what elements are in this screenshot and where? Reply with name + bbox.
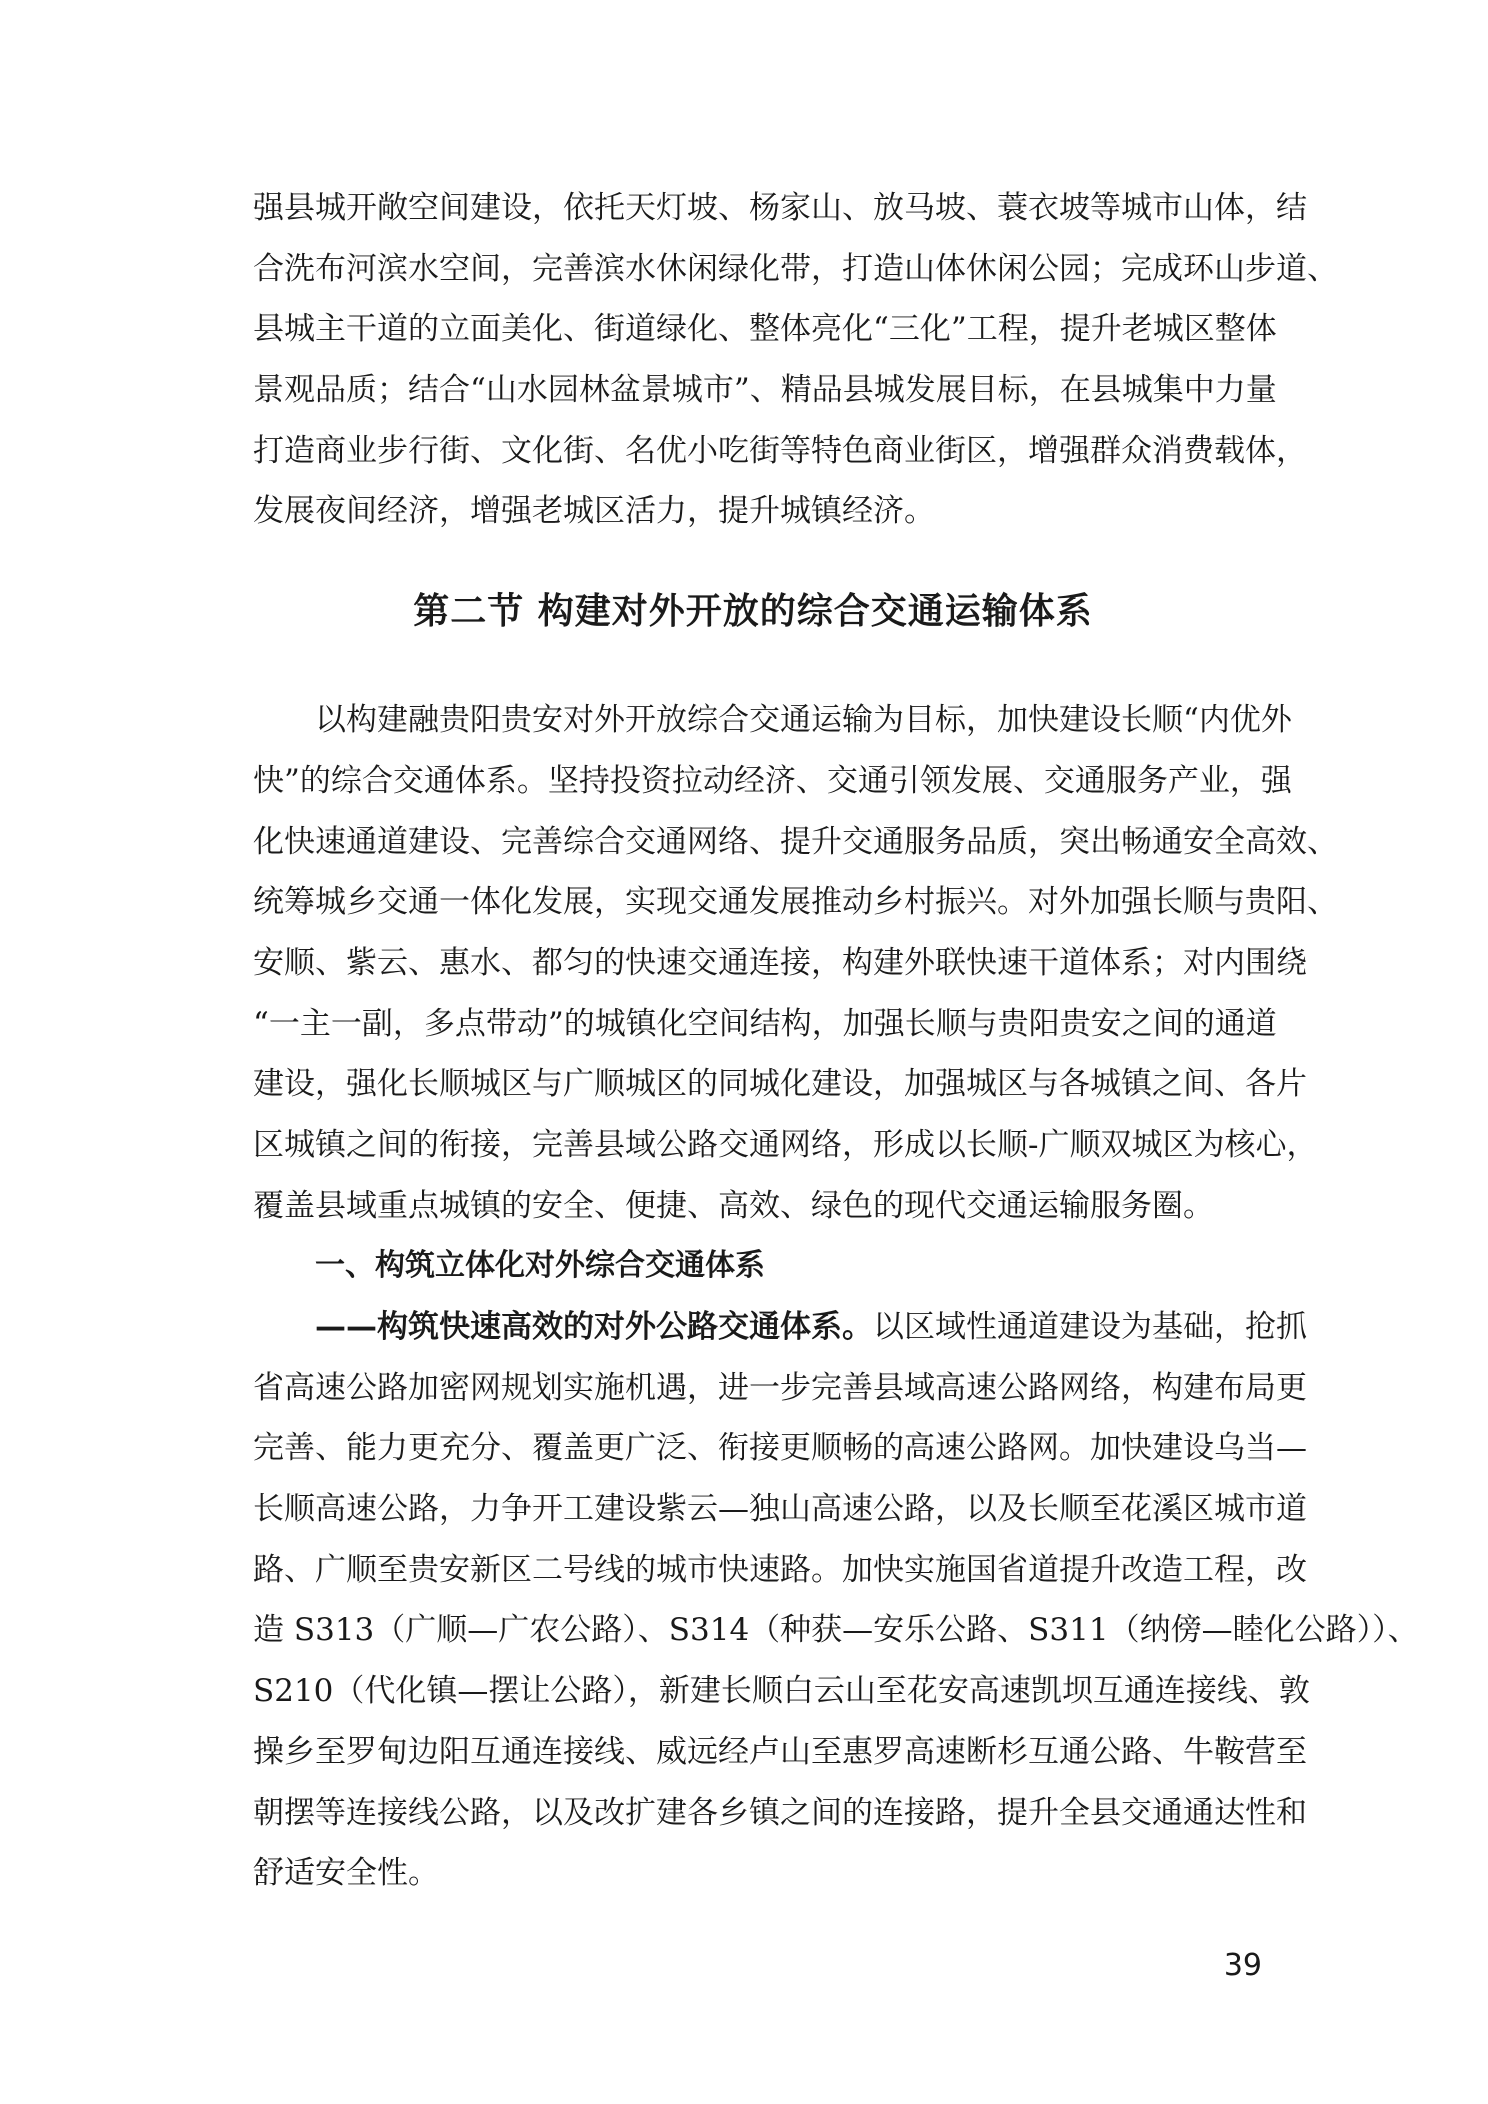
paragraph-urban-space [253, 178, 1338, 542]
text-line: 发展夜间经济，增强老城区活力，提升城镇经济。 [253, 493, 935, 530]
text-line: 景观品质；结合“山水园林盆景城市”、精品县城发展目标，在县城集中力量 [253, 372, 1277, 409]
paragraph-transport-goal [253, 690, 1338, 1236]
text-line: 区城镇之间的衔接，完善县域公路交通网络，形成以长顺-广顺双城区为核心， [253, 1126, 1318, 1163]
text-line: 省高速公路加密网规划实施机遇，进一步完善县域高速公路网络，构建布局更 [253, 1369, 1307, 1406]
text-line: 舒适安全性。 [253, 1855, 439, 1892]
paragraph-lead: ——构筑快速高效的对外公路交通体系。 [315, 1309, 873, 1345]
text-line: 建设，强化长顺城区与广顺城区的同城化建设，加强城区与各城镇之间、各片 [253, 1066, 1307, 1103]
text-line: “一主一副，多点带动”的城镇化空间结构，加强长顺与贵阳贵安之间的通道 [253, 1005, 1277, 1042]
subheading: 一、构筑立体化对外综合交通体系 [315, 1248, 765, 1284]
text-line: 路、广顺至贵安新区二号线的城市快速路。加快实施国省道提升改造工程，改 [253, 1551, 1307, 1588]
text-line: 长顺高速公路，力争开工建设紫云—独山高速公路，以及长顺至花溪区城市道 [253, 1491, 1307, 1528]
text-line: 打造商业步行街、文化街、名优小吃街等特色商业街区，增强群众消费载体， [253, 432, 1307, 469]
text-line: 操乡至罗甸边阳互通连接线、威远经卢山至惠罗高速断杉互通公路、牛鞍营至 [253, 1733, 1307, 1770]
text-line: 化快速通道建设、完善综合交通网络、提升交通服务品质，突出畅通安全高效、 [253, 823, 1338, 860]
text-line: 强县城开敞空间建设，依托天灯坡、杨家山、放马坡、蓑衣坡等城市山体，结 [253, 190, 1307, 226]
page-number: 39 [1223, 1948, 1262, 1983]
text-line: 安顺、紫云、惠水、都匀的快速交通连接，构建外联快速干道体系；对内围绕 [253, 944, 1307, 981]
text-line: 覆盖县域重点城镇的安全、便捷、高效、绿色的现代交通运输服务圈。 [253, 1187, 1214, 1224]
text-line: 完善、能力更充分、覆盖更广泛、衔接更顺畅的高速公路网。加快建设乌当— [253, 1430, 1307, 1467]
text-line: 以构建融贵阳贵安对外开放综合交通运输为目标，加快建设长顺“内优外 [315, 702, 1292, 739]
text-line: 合洗布河滨水空间，完善滨水休闲绿化带，打造山体休闲公园；完成环山步道、 [253, 250, 1338, 287]
text-span: 以区域性通道建设为基础，抢抓 [873, 1309, 1307, 1345]
paragraph-highway-system [253, 1297, 1419, 1904]
text-line: S210（代化镇—摆让公路），新建长顺白云山至花安高速凯坝互通连接线、敦 [253, 1673, 1310, 1710]
text-line-with-lead [253, 1297, 1307, 1358]
text-line: 快”的综合交通体系。坚持投资拉动经济、交通引领发展、交通服务产业，强 [253, 762, 1292, 799]
text-line: 统筹城乡交通一体化发展，实现交通发展推动乡村振兴。对外加强长顺与贵阳、 [253, 884, 1338, 921]
text-line: 造 S313（广顺—广农公路）、S314（种获—安乐公路、S311（纳傍—睦化公路））、 [253, 1612, 1419, 1649]
page-content [253, 178, 1419, 1904]
text-line: 县城主干道的立面美化、街道绿化、整体亮化“三化”工程，提升老城区整体 [253, 311, 1277, 348]
text-line: 朝摆等连接线公路，以及改扩建各乡镇之间的连接路，提升全县交通通达性和 [253, 1794, 1307, 1831]
section-title: 第二节 构建对外开放的综合交通运输体系 [413, 591, 1093, 633]
